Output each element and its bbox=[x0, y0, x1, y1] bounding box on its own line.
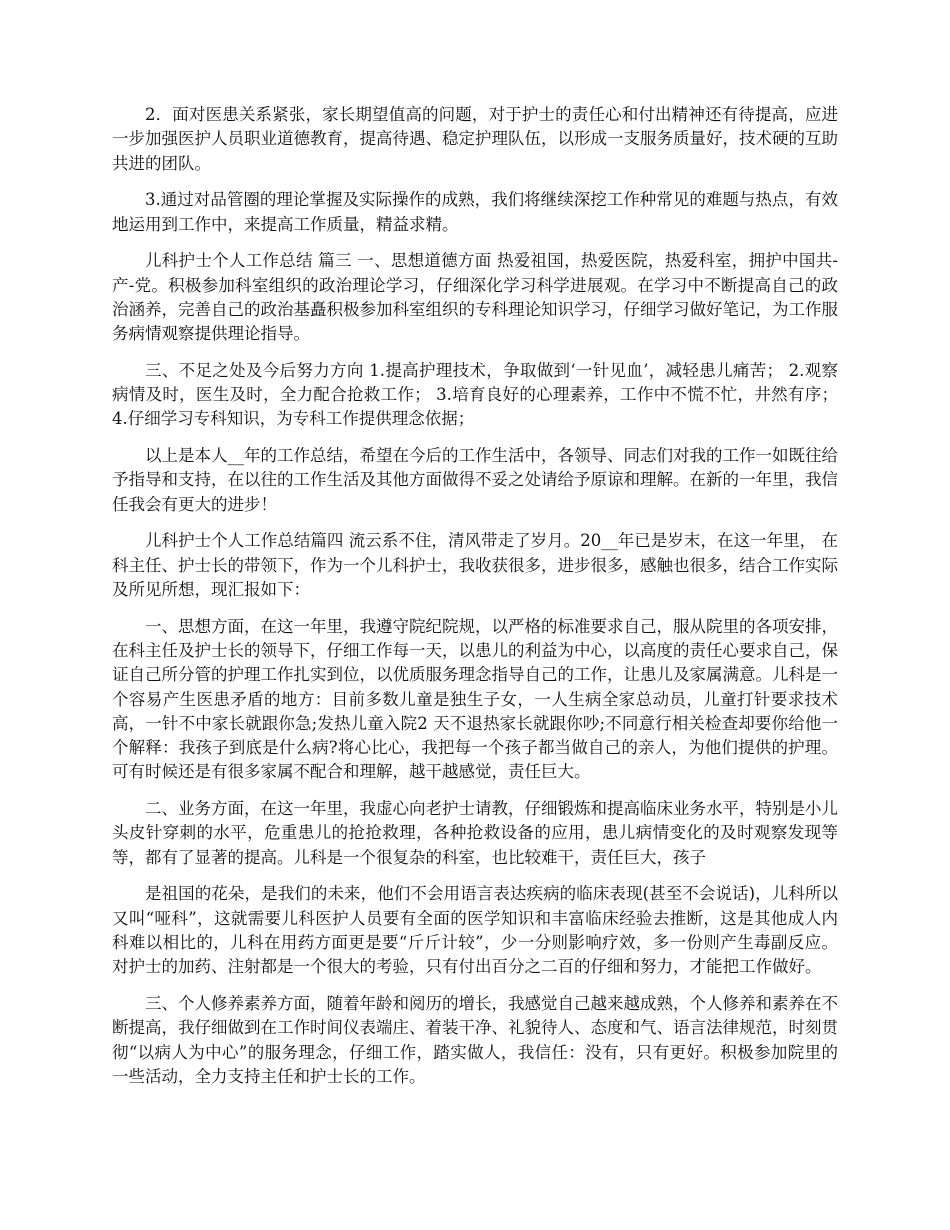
paragraph-ideology: 一、思想方面，在这一年里，我遵守院纪院规，以严格的标准要求自己，服从院里的各项安排，在科主任及护士长的领导下，仔细工作每一天，以患儿的利益为中心，以高度的责任心要求自己，保证自己所分管的护理工作扎实到位，以优质服务理念指导自己的工作，让患儿及家属满意。儿科是一个容易产生医患矛盾的地方：目前多数儿童是独生子女，一人生病全家总动员，儿童打针要求技术高，一针不中家长就跟你急;发热儿童入院2 天不退热家长就跟你吵;不同意行相关检查却要你给他一个解释：我孩子到底是什么病?将心比心，我把每一个孩子都当做自己的亲人，为他们提供的护理。可有时候还是有很多家属不配合和理解，越干越感觉，责任巨大。 bbox=[112, 616, 838, 782]
paragraph-closing: 以上是本人__年的工作总结，希望在今后的工作生活中，各领导、同志们对我的工作一如既往给予指导和支持，在以往的工作生活及其他方面做得不妥之处请给予原谅和理解。在新的一年里，我信任我会有更大的进步！ bbox=[112, 446, 838, 514]
paragraph-business-continued: 是祖国的花朵，是我们的未来，他们不会用语言表达疾病的临床表现(甚至不会说话)，儿科所以又叫“哑科”，这就需要儿科医护人员要有全面的医学知识和丰富临床经验去推断，这是其他成人内科难以相比的，儿科在用药方面更是要“斤斤计较”，少一分则影响疗效，多一份则产生毒副反应。对护士的加药、注射都是一个很大的考验，只有付出百分之二百的仔细和努力，才能把工作做好。 bbox=[112, 884, 838, 977]
paragraph-improvement-point-2: 2．面对医患关系紧张，家长期望值高的问题，对于护士的责任心和付出精神还有待提高，应进一步加强医护人员职业道德教育，提高待遇、稳定护理队伍，以形成一支服务质量好，技术硬的互助共进的团队。 bbox=[112, 105, 838, 173]
paragraph-summary-3-ideology: 儿科护士个人工作总结 篇三 一、思想道德方面 热爱祖国，热爱医院，热爱科室，拥护中国共-产-党。积极参加科室组织的政治理论学习，仔细深化学习科学进展观。在学习中不断提高自己的政治涵养，完善自己的政治基矗积极参加科室组织的专科理论知识学习，仔细学习做好笔记，为工作服务病情观察提供理论指导。 bbox=[112, 251, 838, 344]
paragraph-improvement-point-3: 3.通过对品管圈的理论掌握及实际操作的成熟，我们将继续深挖工作种常见的难题与热点，有效地运用到工作中，来提高工作质量，精益求精。 bbox=[112, 190, 838, 234]
document-body bbox=[112, 103, 838, 1102]
paragraph-personal-cultivation: 三、个人修养素养方面，随着年龄和阅历的增长，我感觉自己越来越成熟，个人修养和素养在不断提高，我仔细做到在工作时间仪表端庄、着装干净、礼貌待人、态度和气、语言法律规范，时刻贯彻“以病人为中心”的服务理念，仔细工作，踏实做人，我信任：没有，只有更好。积极参加院里的一些活动，全力支持主任和护士长的工作。 bbox=[112, 994, 838, 1086]
paragraph-shortcomings: 三、不足之处及今后努力方向 1.提高护理技术，争取做到‘一针见血’，减轻患儿痛苦； 2.观察病情及时，医生及时，全力配合抢救工作； 3.培育良好的心理素养，工作中不慌不忙，井然有序； 4.仔细学习专科知识，为专科工作提供理念依据； bbox=[112, 360, 838, 429]
paragraph-business: 二、业务方面，在这一年里，我虚心向老护士请教，仔细锻炼和提高临床业务水平，特别是小儿头皮针穿刺的水平，危重患儿的抢抢救理，各种抢救设备的应用，患儿病情变化的及时观察发现等等，都有了显著的提高。儿科是一个很复杂的科室，也比较难干，责任巨大，孩子 bbox=[112, 799, 838, 867]
paragraph-summary-4-intro: 儿科护士个人工作总结篇四 流云系不住，清风带走了岁月。20__年已是岁末，在这一年里， 在科主任、护士长的带领下，作为一个儿科护士，我收获很多，进步很多，感触也很多，结合工作实际及所见所想，现汇报如下： bbox=[112, 531, 838, 599]
